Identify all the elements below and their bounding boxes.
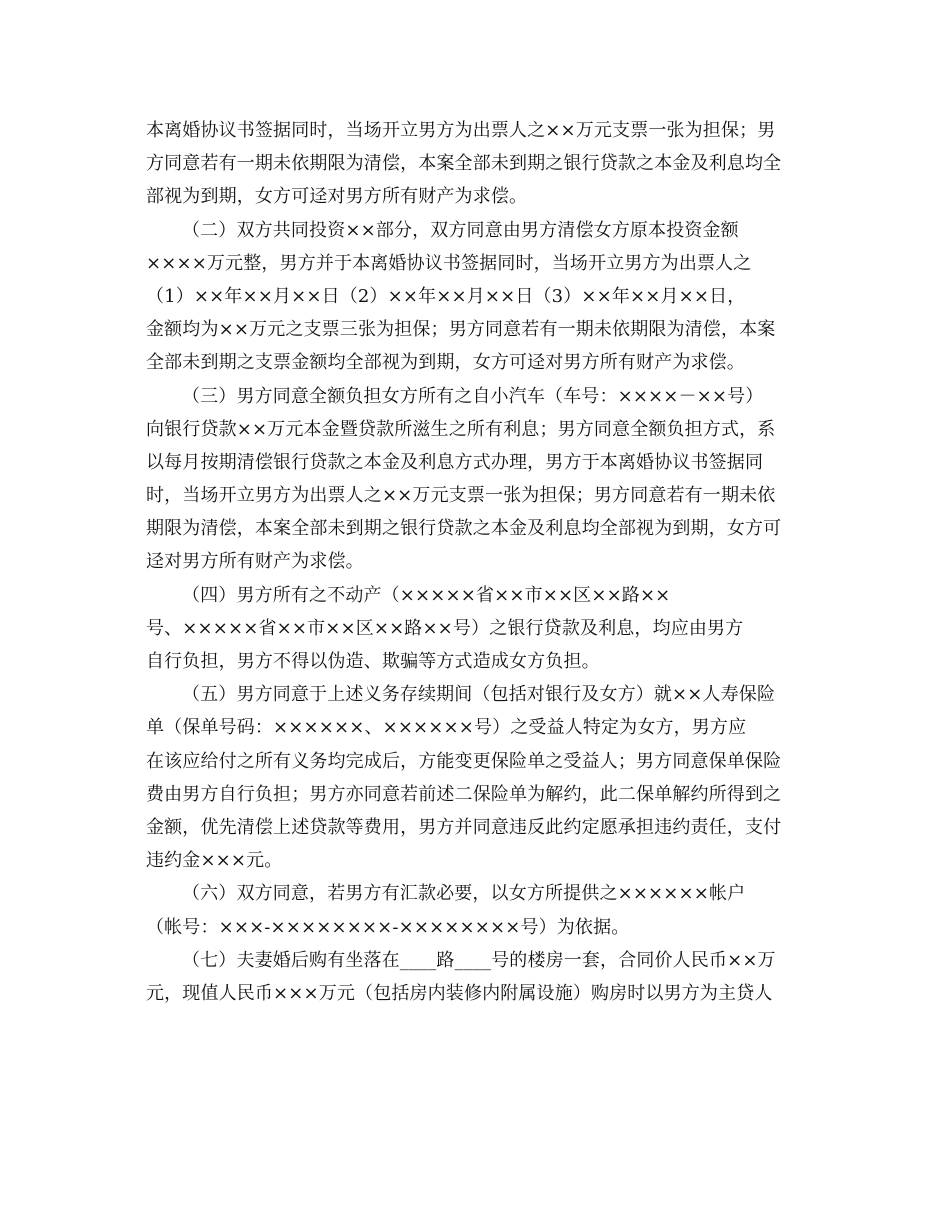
paragraph-4-line: （四）男方所有之不动产（×××××省××市××区××路×× xyxy=(182,584,671,606)
text-line: （1）××年××月××日（2）××年××月××日（3）××年××月××日， xyxy=(146,285,746,307)
text-line: 违约金×××元。 xyxy=(146,850,283,872)
text-line: 方同意若有一期未依期限为清偿，本案全部未到期之银行贷款之本金及利息均全 xyxy=(146,153,782,175)
text-line: 自行负担，男方不得以伪造、欺骗等方式造成女方负担。 xyxy=(146,651,600,672)
text-line: 以每月按期清偿银行贷款之本金及利息方式办理，男方于本离婚协议书签据同 xyxy=(146,451,764,473)
text-line: 时，当场开立男方为出票人之××万元支票一张为担保；男方同意若有一期未依 xyxy=(146,485,776,507)
text-line: 金额均为××万元之支票三张为担保；男方同意若有一期未依期限为清偿，本案 xyxy=(146,319,776,341)
text-line: 号、×××××省××市××区××路××号）之银行贷款及利息，均应由男方 xyxy=(146,617,744,639)
text-line: 全部未到期之支票金额均全部视为到期，女方可迳对男方所有财产为求偿。 xyxy=(146,352,745,374)
text-line: 向银行贷款××万元本金暨贷款所滋生之所有利息；男方同意全额负担方式，系 xyxy=(146,418,776,440)
paragraph-7-line: （七）夫妻婚后购有坐落在____路____号的楼房一套，合同价人民币××万 xyxy=(182,949,776,971)
text-line: 元，现值人民币×××万元（包括房内装修内附属设施）购房时以男方为主贷人 xyxy=(146,982,773,1004)
text-line: 金额，优先清偿上述贷款等费用，男方并同意违反此约定愿承担违约责任，支付 xyxy=(146,816,782,838)
paragraph-3-line: （三）男方同意全额负担女方所有之自小汽车（车号：××××－××号） xyxy=(182,385,764,407)
text-line: 在该应给付之所有义务均完成后，方能变更保险单之受益人；男方同意保单保险 xyxy=(146,750,782,772)
text-line: 本离婚协议书签据同时，当场开立男方为出票人之××万元支票一张为担保；男 xyxy=(146,120,776,141)
text-line: 费由男方自行负担；男方亦同意若前述二保险单为解约，此二保单解约所得到之 xyxy=(146,783,782,805)
paragraph-2-line: （二）双方共同投资××部分，双方同意由男方清偿女方原本投资金额 xyxy=(182,219,739,241)
text-line: 迳对男方所有财产为求偿。 xyxy=(146,551,364,573)
text-line: 部视为到期，女方可迳对男方所有财产为求偿。 xyxy=(146,186,528,208)
text-line: 期限为清偿，本案全部未到期之银行贷款之本金及利息均全部视为到期，女方可 xyxy=(146,518,782,540)
text-line: ××××万元整，男方并于本离婚协议书签据同时，当场开立男方为出票人之 xyxy=(146,252,752,274)
document-body xyxy=(146,114,798,1010)
text-line: 单（保单号码：××××××、××××××号）之受益人特定为女方，男方应 xyxy=(146,717,747,739)
paragraph-5-line: （五）男方同意于上述义务存续期间（包括对银行及女方）就××人寿保险 xyxy=(182,684,776,706)
paragraph-6-line: （六）双方同意，若男方有汇款必要，以女方所提供之××××××帐户 xyxy=(182,883,746,905)
text-line: （帐号：×××-××××××××-××××××××号）为依据。 xyxy=(146,916,630,938)
